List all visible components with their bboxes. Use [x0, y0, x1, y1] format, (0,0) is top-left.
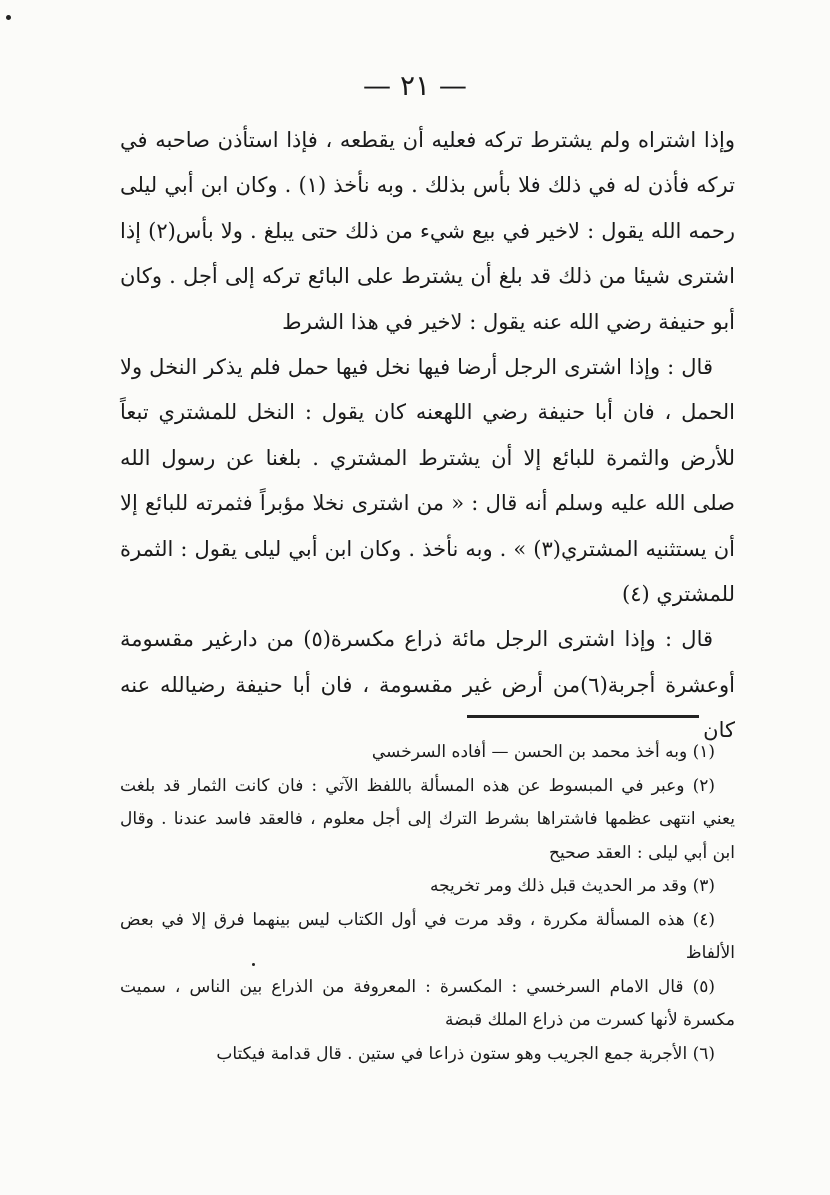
main-text [120, 118, 735, 754]
paragraph: قال : وإذا اشترى الرجل أرضا فيها نخل فيها حمل فلم يذكر النخل ولا الحمل ، فان أبا حنيفة رضي اللهعنه كان يقول : النخل للمشتري تبعاً للأرض والثمرة للبائع إلا أن يشترط المشتري . بلغنا عن رسول الله صلى الله عليه وسلم أنه قال : « من اشترى نخلا مؤبراً فثمرته للبائع إلا أن يستثنيه المشتري(٣) » . وبه نأخذ . وكان ابن أبي ليلى يقول : الثمرة للمشتري (٤) [120, 355, 736, 607]
footnote: (٦) الأجربة جمع الجريب وهو ستون ذراعا في ستين . قال قدامة فيكتاب [216, 1043, 715, 1064]
footnote-separator [467, 715, 699, 718]
footnote: (٢) وعبر في المبسوط عن هذه المسألة باللفظ الآتي : فان كانت الثمار قد بلغت يعني انتهى عظمها فاشتراها بشرط الترك إلى أجل معلوم ، فالعقد فاسد عندنا . وقال ابن أبي ليلى : العقد صحيح [120, 775, 735, 863]
footnote: (٤) هذه المسألة مكررة ، وقد مرت في أول الكتاب ليس بينهما فرق إلا في بعض الألفاظ [120, 909, 735, 963]
ink-speck [6, 15, 11, 20]
footnote: (١) وبه أخذ محمد بن الحسن — أفاده السرخسي [371, 742, 715, 762]
page-number: — ٢١ — [363, 69, 467, 102]
footnotes [120, 736, 735, 1071]
paragraph: قال : وإذا اشترى الرجل مائة ذراع مكسرة(٥) من دارغير مقسومة أوعشرة أجربة(٦)من أرض غير مقسومة ، فان أبا حنيفة رضيالله عنه كان [120, 627, 735, 743]
footnote: (٥) قال الامام السرخسي : المكسرة : المعروفة من الذراع بين الناس ، سميت مكسرة لأنها كسرت من ذراع الملك قبضة [120, 976, 735, 1030]
paragraph: وإذا اشتراه ولم يشترط تركه فعليه أن يقطعه ، فإذا استأذن صاحبه في تركه فأذن له في ذلك فلا بأس بذلك . وبه نأخذ (١) . وكان ابن أبي ليلى رحمه الله يقول : لاخير في بيع شيء من ذلك حتى يبلغ . ولا بأس(٢) إذا اشترى شيئا من ذلك قد بلغ أن يشترط على البائع تركه إلى أجل . وكان أبو حنيفة رضي الله عنه يقول : لاخير في هذا الشرط [120, 128, 735, 334]
footnote: (٣) وقد مر الحديث قبل ذلك ومر تخريجه [429, 876, 715, 896]
